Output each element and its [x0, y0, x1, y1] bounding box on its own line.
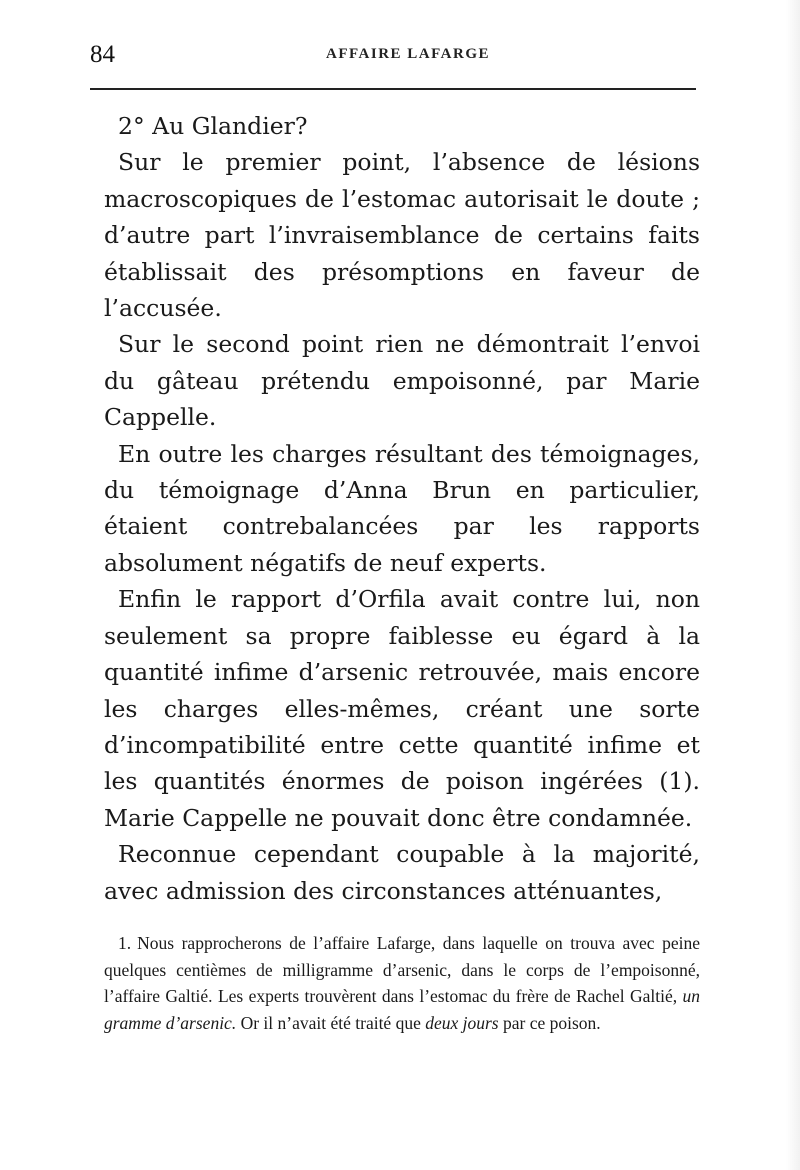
footnote: [104, 930, 700, 1036]
footnote-marker: 1.: [118, 933, 132, 953]
footnote-text: par ce poison.: [503, 1012, 601, 1033]
paragraph: Reconnue cependant coupable à la majorité, avec admission des circonstances atténuantes,: [104, 840, 700, 905]
footnotes: [104, 930, 700, 1036]
paragraph: En outre les charges résultant des témoignages, du témoignage d’Anna Brun en particulier, étaient contrebalancées par les rapports absolument négatifs de neuf experts.: [104, 439, 700, 577]
footnote-text: Nous rapprocherons de l’affaire Lafarge, dans laquelle on trouva avec peine quelques centièmes de milligramme d’arsenic, dans le corps de l’empoisonné, l’affaire Galtié. Les experts trouvèrent dans l’estomac du frère de Rachel Galtié,: [104, 933, 700, 1006]
page-number: 84: [90, 41, 115, 68]
page-header: [90, 40, 696, 80]
footnote-text: Or il n’avait été traité que: [240, 1012, 421, 1033]
paragraph: Sur le second point rien ne démontrait l’envoi du gâteau prétendu empoisonné, par Marie Cappelle.: [104, 330, 700, 432]
footnote-italic: un gramme d’arsenic.: [104, 986, 701, 1033]
header-rule: [90, 88, 696, 90]
body-text: [104, 108, 700, 909]
page-edge-shadow: [786, 0, 800, 1170]
footnote-italic: deux jours: [425, 1012, 499, 1033]
paragraph: 2° Au Glandier?: [118, 112, 308, 140]
paragraph: Sur le premier point, l’absence de lésions macroscopiques de l’estomac autorisait le doute ; d’autre part l’invraisemblance de certains faits établissait des présomptions en faveur de l’accusée.: [104, 148, 700, 323]
paragraph: Enfin le rapport d’Orfila avait contre lui, non seulement sa propre faiblesse eu égard à la quantité infime d’arsenic retrouvée, mais encore les charges elles-mêmes, créant une sorte d’incompatibilité entre cette quantité infime et les quantités énormes de poison ingérées (1). Marie Cappelle ne pouvait donc être condamnée.: [104, 585, 700, 832]
running-head: AFFAIRE LAFARGE: [325, 46, 491, 62]
